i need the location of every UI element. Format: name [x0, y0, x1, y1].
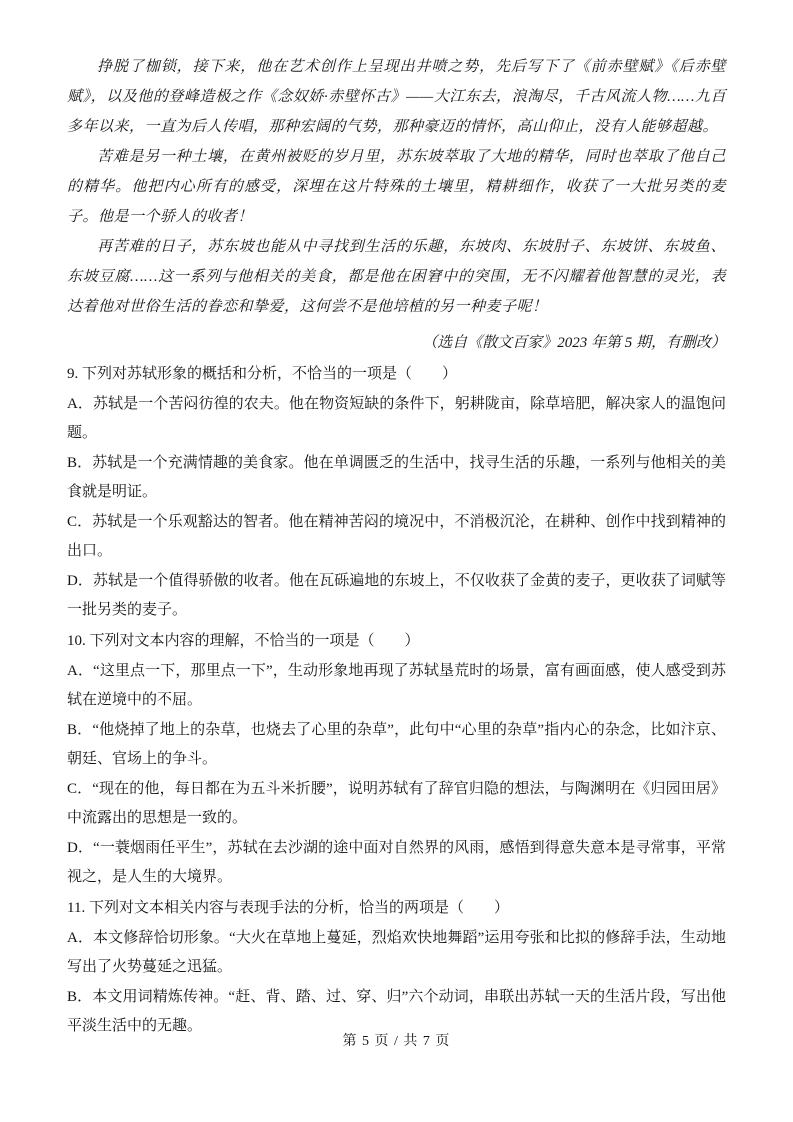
question-10-option-b: B．“他烧掉了地上的杂草，也烧去了心里的杂草”，此句中“心里的杂草”指内心的杂念，比如汴京、朝廷、官场上的争斗。	[67, 722, 726, 767]
question-9-option-b: B．苏轼是一个充满情趣的美食家。他在单调匮乏的生活中，找寻生活的乐趣，一系列与他相关的美食就是明证。	[67, 455, 726, 500]
question-10-option-a: A．“这里点一下，那里点一下”，生动形象地再现了苏轼垦荒时的场景，富有画面感，使人感受到苏轼在逆境中的不屈。	[67, 663, 726, 708]
question-10-option-c: C．“现在的他，每日都在为五斗米折腰”，说明苏轼有了辞官归隐的想法，与陶渊明在《归园田居》中流露出的思想是一致的。	[67, 781, 726, 826]
excerpt-section	[67, 52, 726, 358]
question-11-option-a: A．本文修辞恰切形象。“大火在草地上蔓延，烈焰欢快地舞蹈”运用夸张和比拟的修辞手法，生动地写出了火势蔓延之迅猛。	[67, 930, 726, 975]
question-9-option-a: A．苏轼是一个苦闷彷徨的农夫。他在物资短缺的条件下，躬耕陇亩，除草培肥，解决家人的温饱问题。	[67, 396, 726, 441]
question-9-option-c: C．苏轼是一个乐观豁达的智者。他在精神苦闷的境况中，不消极沉沦，在耕种、创作中找到精神的出口。	[67, 514, 726, 559]
questions-section	[67, 360, 726, 1041]
question-9-option-d: D．苏轼是一个值得骄傲的收者。他在瓦砾遍地的东坡上，不仅收获了金黄的麦子，更收获了词赋等一批另类的麦子。	[67, 573, 726, 618]
question-9-stem: 9. 下列对苏轼形象的概括和分析，不恰当的一项是（ ）	[67, 366, 458, 382]
excerpt-paragraph-1: 挣脱了枷锁，接下来，他在艺术创作上呈现出井喷之势，先后写下了《前赤壁赋》《后赤壁赋》，以及他的登峰造极之作《念奴娇·赤壁怀古》——大江东去，浪淘尽，千古风流人物……九百多年以来，一直为后人传唱，那种宏阔的气势，那种豪迈的情怀，高山仰止，没有人能够超越。	[67, 59, 726, 135]
question-10-stem: 10. 下列对文本内容的理解，不恰当的一项是（ ）	[67, 633, 420, 649]
question-11-stem: 11. 下列对文本相关内容与表现手法的分析，恰当的两项是（ ）	[67, 900, 509, 916]
page-footer: 第 5 页 / 共 7 页	[342, 1034, 451, 1049]
question-10-option-d: D．“一蓑烟雨任平生”，苏轼在去沙湖的途中面对自然界的风雨，感悟到得意失意本是寻常事，平常视之，是人生的大境界。	[67, 840, 726, 885]
excerpt-attribution: （选自《散文百家》2023 年第 5 期，有删改）	[422, 335, 726, 351]
excerpt-paragraph-2: 苦难是另一种土壤，在黄州被贬的岁月里，苏东坡萃取了大地的精华，同时也萃取了他自己的精华。他把内心所有的感受，深埋在这片特殊的土壤里，精耕细作，收获了一大批另类的麦子。他是一个骄人的收者！	[67, 149, 726, 225]
question-11-option-b: B．本文用词精炼传神。“赶、背、踏、过、穿、归”六个动词，串联出苏轼一天的生活片段，写出他平淡生活中的无趣。	[67, 989, 726, 1034]
excerpt-paragraph-3: 再苦难的日子，苏东坡也能从中寻找到生活的乐趣，东坡肉、东坡肘子、东坡饼、东坡鱼、东坡豆腐……这一系列与他相关的美食，都是他在困窘中的突围，无不闪耀着他智慧的灵光，表达着他对世俗生活的眷恋和挚爱，这何尝不是他培植的另一种麦子呢！	[67, 239, 726, 315]
